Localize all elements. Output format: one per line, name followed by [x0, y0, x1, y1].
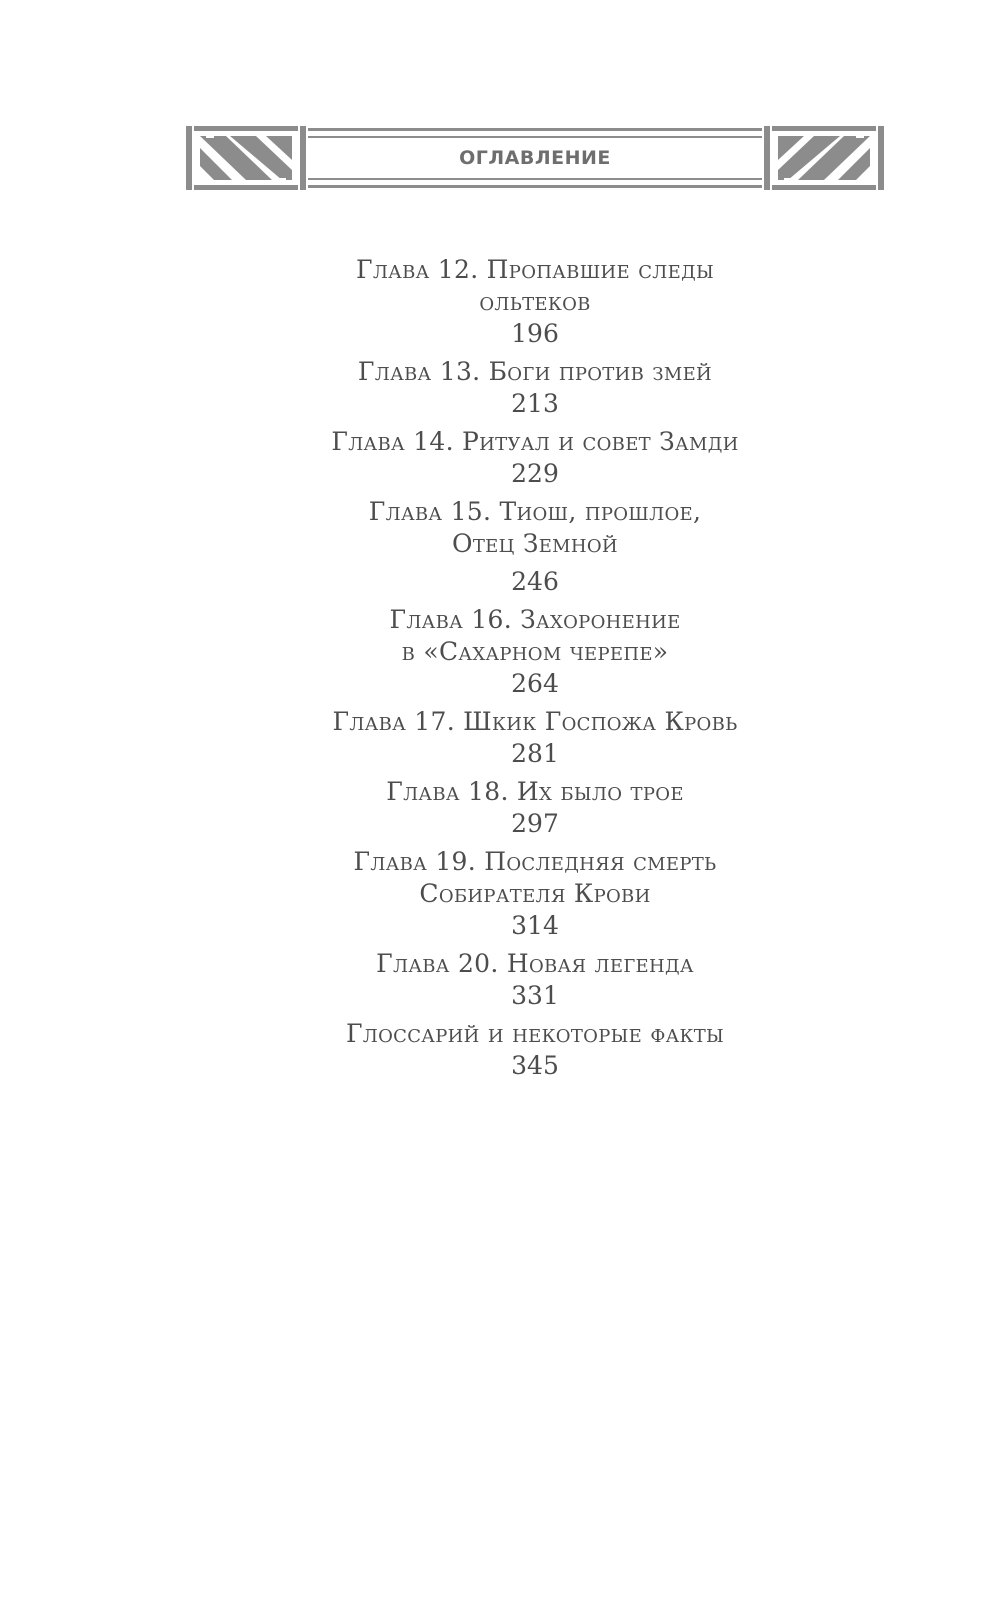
chapter-header	[186, 126, 884, 190]
toc-entry[interactable]	[186, 706, 884, 770]
toc-entry-page: 196	[511, 319, 559, 348]
band-line	[308, 178, 762, 180]
toc-entry-page: 345	[511, 1051, 559, 1080]
toc-entry-page: 213	[511, 389, 559, 418]
toc-entry[interactable]	[186, 1018, 884, 1082]
toc-entry[interactable]	[186, 948, 884, 1012]
toc-entry-title: Глава 16. Захоронение в «Сахарном черепе»	[389, 605, 681, 666]
toc-entry-page: 229	[511, 459, 559, 488]
band-line	[308, 136, 762, 138]
toc-entry-title: Глоссарий и некоторые факты	[345, 1019, 725, 1048]
band-line	[308, 128, 762, 131]
toc-entry-page: 331	[511, 981, 559, 1010]
toc-entry-title: Глава 14. Ритуал и совет Замди	[331, 427, 739, 456]
toc-entry-title: Глава 19. Последняя смерть Собирателя Крови	[353, 847, 717, 908]
toc-entry-title: Глава 20. Новая легенда	[376, 949, 694, 978]
toc-entry-title: Глава 17. Шкик Госпожа Кровь	[332, 707, 738, 736]
section-title: ОГЛАВЛЕНИЕ	[459, 147, 611, 169]
toc-entry[interactable]	[186, 846, 884, 942]
toc-entry-title: Глава 18. Их было трое	[386, 777, 684, 806]
table-of-contents	[186, 254, 884, 1088]
band-line	[308, 185, 762, 188]
toc-entry[interactable]	[186, 356, 884, 420]
toc-entry[interactable]	[186, 254, 884, 350]
toc-entry-title: Глава 12. Пропавшие следы ольтеков	[355, 255, 715, 316]
toc-entry-page: 314	[511, 911, 559, 940]
header-band	[308, 126, 762, 190]
toc-entry[interactable]	[186, 426, 884, 490]
ornament-left-icon	[186, 126, 306, 190]
toc-entry-title: Глава 13. Боги против змей	[357, 357, 713, 386]
toc-entry-title: Глава 15. Тиош, прошлое, Отец Земной	[368, 497, 702, 558]
toc-entry-page: 297	[511, 809, 559, 838]
toc-entry-page: 264	[511, 669, 559, 698]
toc-entry-page: 281	[511, 739, 559, 768]
toc-entry[interactable]	[186, 776, 884, 840]
ornament-right-icon	[764, 126, 884, 190]
toc-entry[interactable]	[186, 604, 884, 700]
toc-entry-page: 246	[511, 567, 559, 596]
toc-entry[interactable]	[186, 496, 884, 598]
